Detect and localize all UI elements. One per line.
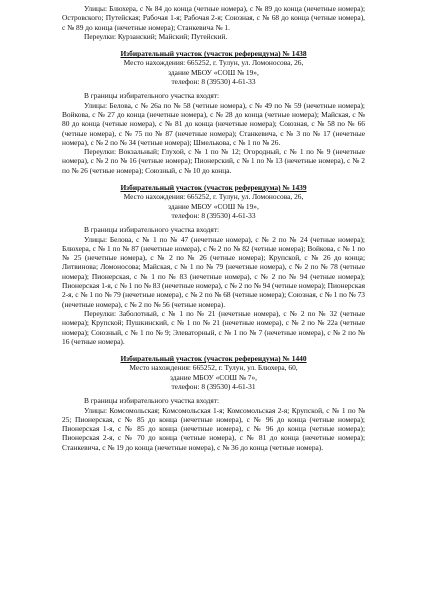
precinct-streets: Улицы: Комсомольская; Комсомольская 1-я; Комсомольская 2-я; Крупской, с № 1 по № 25; Пионерская, с № 85 до конца (нечетные номера), с № 96 до конца (четные номера); Пионерская 1-я, с № 85 до конца (нечетные номера), с № 96 до конца (четные номера); Пионерская 2-я, с № 70 до конца (четные номера), с № 81 до конца (нечетные номера); Станкевича, с № 19 до конца (нечетные номера), с № 36 до конца (четные номера). — [62, 405, 365, 452]
precinct-heading: Избирательный участок (участок референдума) № 1438 — [120, 49, 307, 59]
precinct-heading: Избирательный участок (участок референдума) № 1439 — [120, 183, 307, 193]
precinct-address: Место нахождения: 665252, г. Тулун, ул. Блюхера, 60, — [129, 363, 298, 373]
precinct-building: здание МБОУ «СОШ № 19», — [168, 201, 259, 211]
precinct-phone: телефон: 8 (39530) 4-61-31 — [171, 381, 256, 391]
precinct-address: Место нахождения: 665252, г. Тулун, ул. Ломоносова, 26, — [123, 58, 304, 68]
precinct-address: Место нахождения: 665252, г. Тулун, ул. Ломоносова, 26, — [123, 192, 304, 202]
precinct-phone: телефон: 8 (39530) 4-61-33 — [171, 77, 256, 87]
precinct-building: здание МБОУ «СОШ № 7», — [169, 372, 258, 382]
precinct-1439 — [62, 183, 365, 346]
intro-lanes: Переулки: Курзанский; Майский; Путейский. — [84, 31, 228, 41]
precinct-lanes: Переулки: Заболотный, с № 1 по № 21 (нечетные номера), с № 2 по № 32 (четные номера); Крупской; Пушкинский, с № 1 по № 21 (нечетные номера), с № 2 по № 22а (четные номера); Союзный, с № 1 по № 9; Элеваторный, с № 1 по № 7 (нечетные номера), с № 2 по № 16 (четные номера). — [62, 308, 365, 346]
precinct-streets: Улицы: Белова, с № 26а по № 58 (четные номера), с № 49 по № 59 (нечетные номера); Войкова, с № 27 до конца (нечетные номера), с № 28 до конца (четные номера); Майская, с № 80 до конца (четные номера), с № 81 до конца (нечетные номера); Союзная, с № 58 по № 66 (четные номера), с № 75 по № 87 (нечетные номера); Станкевича, с № 3 по № 17 (нечетные номера), с № 2 по № 34 (четные номера); Шмелькова, с № 1 по № 26. — [62, 100, 365, 147]
precinct-phone: телефон: 8 (39530) 4-61-33 — [171, 210, 256, 220]
precinct-1438 — [62, 49, 365, 175]
precinct-intro: В границы избирательного участка входят: — [84, 91, 220, 101]
precinct-streets: Улицы: Белова, с № 1 по № 47 (нечетные номера), с № 2 по № 24 (четные номера); Блюхера, с № 1 по № 87 (нечетные номера), с № 2 по № 82 (четные номера); Войкова, с № 1 по № 25 (нечетные номера), с № 2 по № 26 (четные номера); Крупской, с № 26 до конца; Литвинова; Ломоносова; Майская, с № 1 по № 79 (нечетные номера), с № 2 по № 78 (четные номера); Пионерская, с № 1 по № 83 (нечетные номера), с № 2 по № 94 (четные номера); Пионерская 1-я, с № 1 по № 83 (нечетные номера), с № 2 по № 94 (четные номера); Пионерская 2-я, с № 1 по № 79 (нечетные номера), с № 2 по № 68 (четные номера); Союзная, с № 1 по № 73 (нечетные номера), с № 2 по № 56 (четные номера). — [62, 234, 365, 309]
precinct-lanes: Переулки: Вокзальный; Глухой, с № 1 по № 12; Огородный, с № 1 по № 9 (нечетные номера), с № 2 по № 16 (четные номера); Пионерский, с № 1 по № 13 (нечетные номера), с № 2 по № 26 (четные номера); Союзный, с № 10 до конца. — [62, 147, 365, 175]
intro-streets: Улицы: Блюхера, с № 84 до конца (четные номера), с № 89 до конца (нечетные номера); Островского; Путейская; Рабочая 1-я; Рабочая 2-я; Союзная, с № 68 до конца (четные номера), с № 89 до конца (нечетные номера); Станкевича № 1. — [62, 4, 365, 32]
precinct-intro: В границы избирательного участка входят: — [84, 396, 220, 406]
precinct-1440 — [62, 354, 365, 452]
precinct-intro: В границы избирательного участка входят: — [84, 225, 220, 235]
precinct-building: здание МБОУ «СОШ № 19», — [168, 67, 259, 77]
precinct-heading: Избирательный участок (участок референдума) № 1440 — [120, 354, 307, 364]
